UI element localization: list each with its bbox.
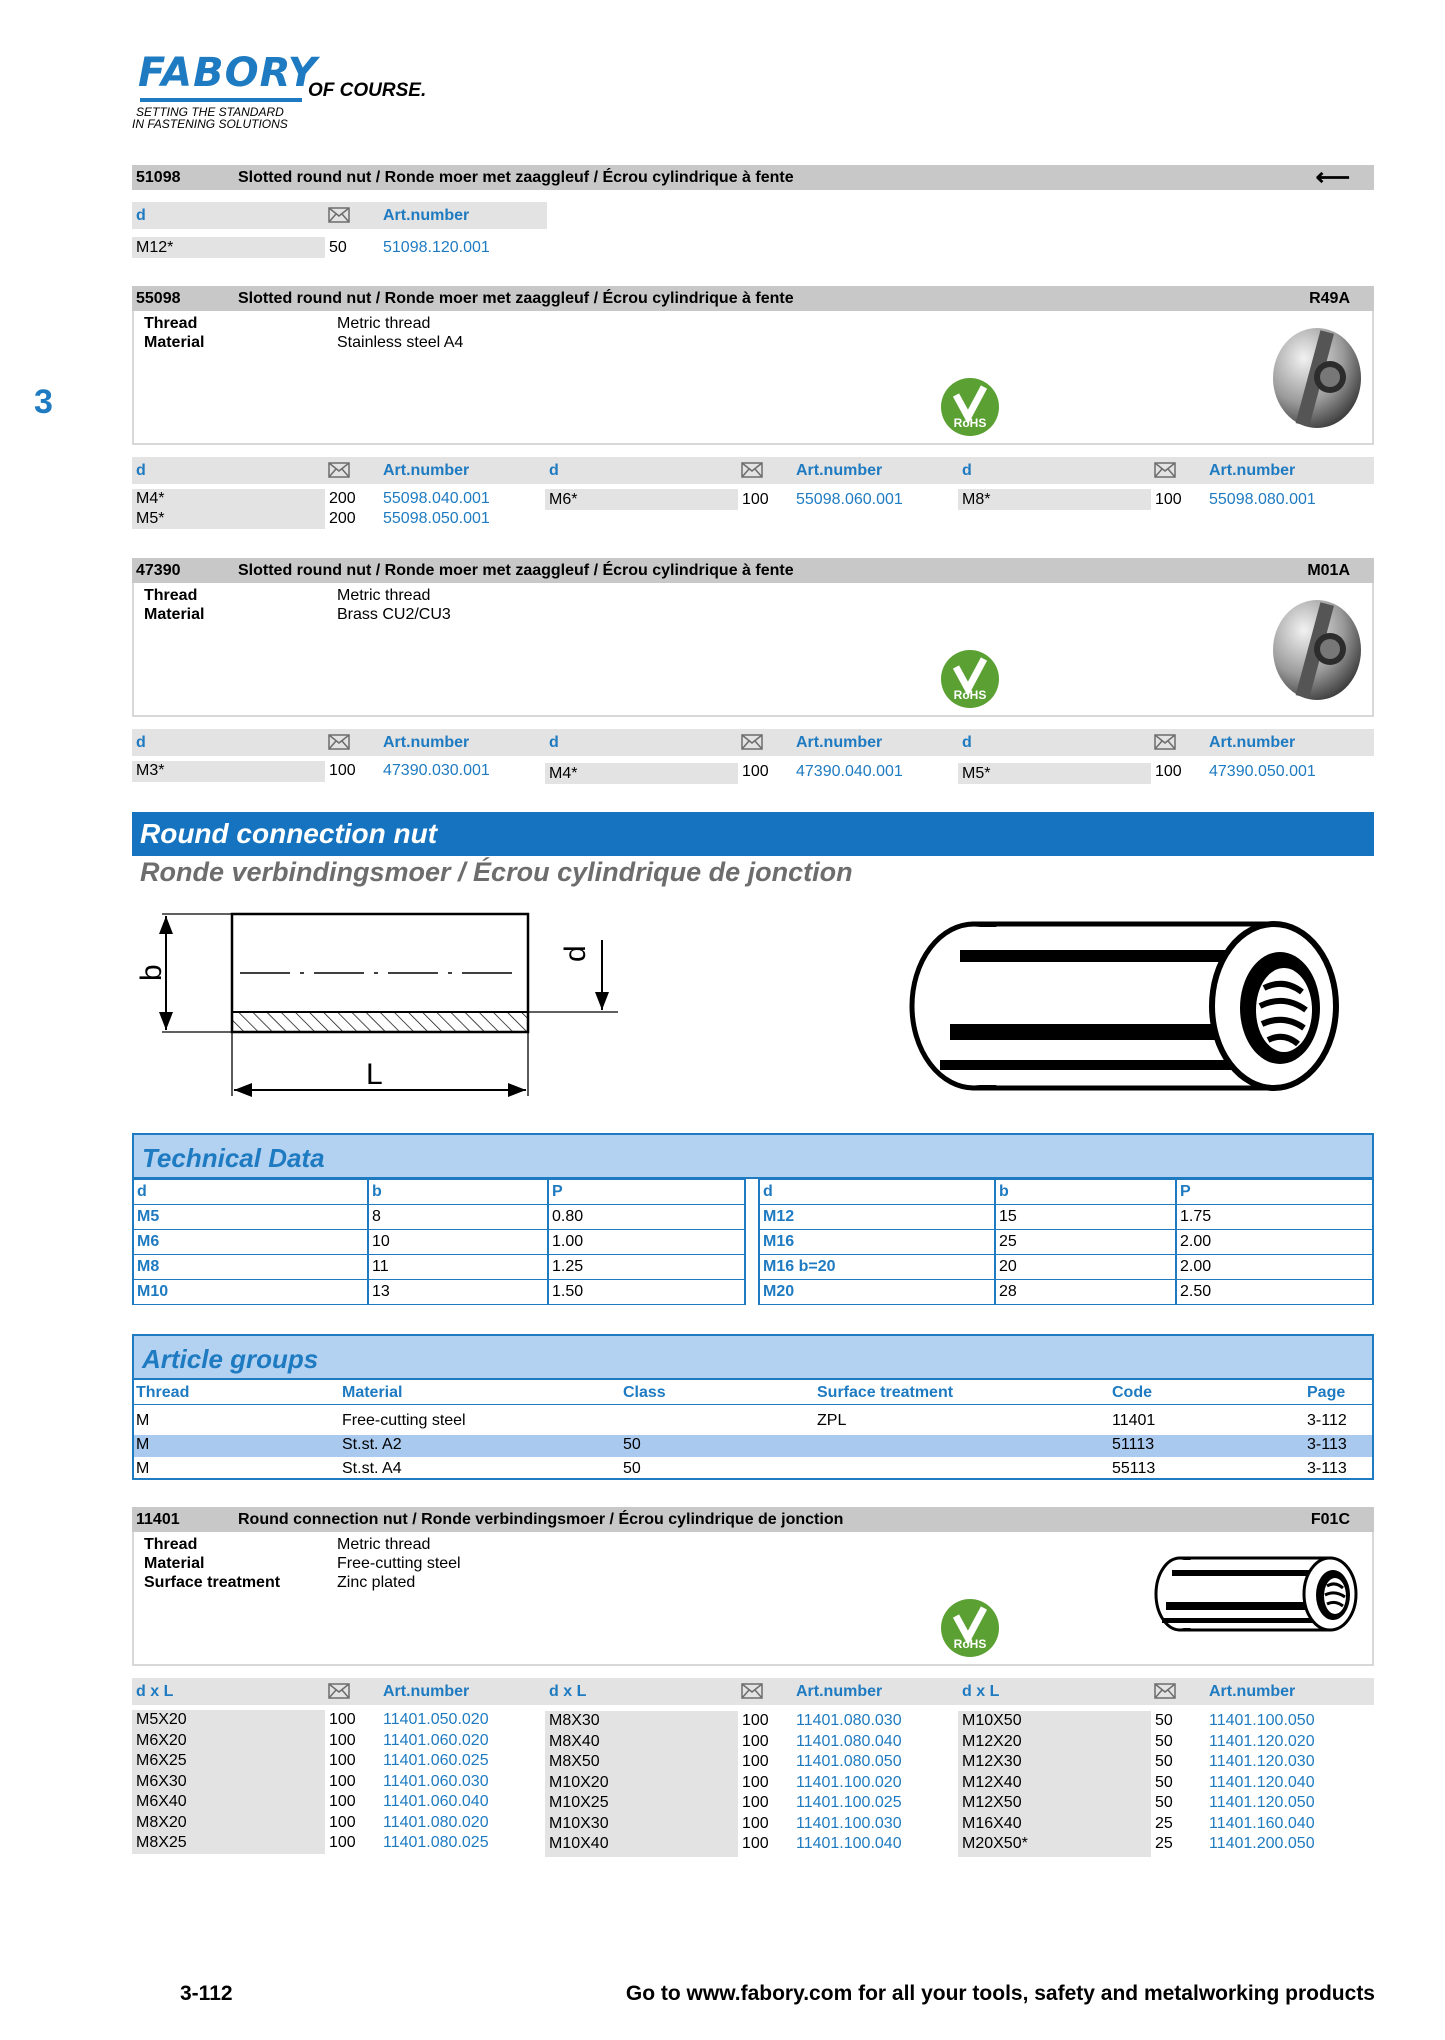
quantity-value: 100 — [742, 1753, 769, 1770]
prop-label-surface-treatment: Surface treatment — [144, 1574, 281, 1591]
mail-icon — [741, 1683, 763, 1699]
row-class: 50 — [623, 1460, 641, 1477]
quantity-value: 200 — [329, 490, 356, 507]
table-cell: 28 — [995, 1280, 1176, 1305]
column-header-art: Art.number — [796, 462, 883, 479]
column-header-b: b — [368, 1180, 548, 1205]
table-cell: 11 — [368, 1255, 548, 1280]
table-cell: M20 — [759, 1280, 995, 1305]
row-page: 3-113 — [1307, 1436, 1347, 1453]
mail-icon — [741, 734, 763, 750]
round-nut-image-icon — [1270, 325, 1364, 431]
column-header-surface-treatment: Surface treatment — [817, 1384, 954, 1401]
dimension-label-L: L — [366, 1058, 383, 1091]
table-cell: 2.00 — [1176, 1230, 1373, 1255]
column-header-d: d — [759, 1180, 995, 1205]
prop-value-thread: Metric thread — [337, 587, 431, 604]
prop-value-material: Brass CU2/CU3 — [337, 606, 451, 623]
table-header — [132, 729, 1374, 756]
article-number-link[interactable]: 11401.200.050 — [1209, 1835, 1315, 1852]
article-groups-header-line — [134, 1404, 1372, 1405]
article-group-row-highlight — [134, 1435, 1372, 1457]
size-value: M6X40 — [136, 1793, 187, 1810]
column-header-d: d — [133, 1180, 368, 1205]
table-cell: 10 — [368, 1230, 548, 1255]
rohs-badge-icon — [940, 1598, 1000, 1658]
prop-label-material: Material — [144, 606, 205, 623]
prop-value-surface-treatment: Zinc plated — [337, 1574, 416, 1591]
table-cell: 15 — [995, 1205, 1176, 1230]
article-number-link[interactable]: 47390.050.001 — [1209, 763, 1316, 780]
row-material: St.st. A2 — [342, 1436, 402, 1453]
column-header-art: Art.number — [383, 207, 470, 224]
connection-nut-image-icon — [900, 918, 1360, 1094]
column-header-thread: Thread — [136, 1384, 190, 1401]
quantity-value: 100 — [742, 1733, 769, 1750]
article-number-link[interactable]: 11401.080.040 — [796, 1733, 902, 1750]
table-cell: 2.50 — [1176, 1280, 1373, 1305]
article-number-link[interactable]: 11401.120.040 — [1209, 1774, 1315, 1791]
size-value: M10X50 — [962, 1712, 1022, 1729]
size-value: M10X30 — [549, 1815, 609, 1832]
article-number-link[interactable]: 11401.060.025 — [383, 1752, 489, 1769]
quantity-value: 50 — [1155, 1774, 1173, 1791]
section-ref: F01C — [1310, 1511, 1350, 1528]
size-value: M20X50* — [962, 1835, 1028, 1852]
column-header-dxl: d x L — [549, 1683, 587, 1700]
footer-text: Go to www.fabory.com for all your tools, safety and metalworking products — [625, 1982, 1375, 2005]
column-header-d: d — [136, 207, 146, 224]
table-cell: M10 — [133, 1280, 368, 1305]
table-row — [133, 1230, 745, 1255]
article-number-link[interactable]: 11401.100.025 — [796, 1794, 902, 1811]
quantity-value: 100 — [742, 1794, 769, 1811]
section-title: Slotted round nut / Ronde moer met zaaggleuf / Écrou cylindrique à fente — [238, 290, 794, 307]
article-number-link[interactable]: 55098.040.001 — [383, 490, 490, 507]
section-ref: R49A — [1309, 290, 1350, 307]
section-code: 51098 — [136, 169, 181, 186]
article-number-link[interactable]: 11401.160.040 — [1209, 1815, 1315, 1832]
table-cell: 1.50 — [548, 1280, 745, 1305]
table-row — [133, 1255, 745, 1280]
table-cell: 25 — [995, 1230, 1176, 1255]
row-page: 3-112 — [1307, 1412, 1347, 1429]
article-groups-title: Article groups — [142, 1344, 319, 1374]
chapter-marker: 3 — [34, 383, 53, 421]
column-header-d: d — [962, 734, 972, 751]
section-title: Slotted round nut / Ronde moer met zaaggleuf / Écrou cylindrique à fente — [238, 169, 794, 186]
product-title: Round connection nut — [140, 818, 438, 849]
table-row — [759, 1230, 1373, 1255]
size-value: M5* — [136, 510, 165, 527]
quantity-value: 100 — [329, 762, 356, 779]
article-number-link[interactable]: 55098.060.001 — [796, 491, 903, 508]
quantity-value: 50 — [1155, 1794, 1173, 1811]
row-thread: M — [136, 1460, 150, 1477]
table-cell: 20 — [995, 1255, 1176, 1280]
table-cell: M12 — [759, 1205, 995, 1230]
column-header-material: Material — [342, 1384, 403, 1401]
column-header-d: d — [549, 462, 559, 479]
table-cell: M16 b=20 — [759, 1255, 995, 1280]
article-number-link[interactable]: 51098.120.001 — [383, 239, 490, 256]
column-header-d: d — [136, 734, 146, 751]
technical-data-title: Technical Data — [142, 1143, 325, 1173]
article-number-link[interactable]: 55098.080.001 — [1209, 491, 1316, 508]
mail-icon — [1154, 1683, 1176, 1699]
size-value: M6X30 — [136, 1773, 187, 1790]
row-surface-treatment: ZPL — [817, 1412, 847, 1429]
technical-data-header — [132, 1133, 1374, 1179]
table-cell: M16 — [759, 1230, 995, 1255]
prop-value-thread: Metric thread — [337, 1536, 431, 1553]
size-value: M12X30 — [962, 1753, 1022, 1770]
section-header-51098 — [132, 165, 1374, 190]
mail-icon — [328, 1683, 350, 1699]
row-code: 51113 — [1112, 1436, 1155, 1453]
table-cell: 1.00 — [548, 1230, 745, 1255]
row-material: St.st. A4 — [342, 1460, 402, 1477]
article-number-link[interactable]: 11401.120.030 — [1209, 1753, 1315, 1770]
column-header-dxl: d x L — [962, 1683, 1000, 1700]
row-material: Free-cutting steel — [342, 1412, 466, 1429]
prop-label-material: Material — [144, 334, 205, 351]
quantity-value: 100 — [742, 1815, 769, 1832]
column-header-page: Page — [1307, 1384, 1346, 1401]
quantity-value: 25 — [1155, 1815, 1173, 1832]
table-cell: 1.25 — [548, 1255, 745, 1280]
column-header-art: Art.number — [383, 1683, 470, 1700]
article-number-link[interactable]: 47390.030.001 — [383, 762, 490, 779]
quantity-value: 100 — [329, 1711, 356, 1728]
article-number-link[interactable]: 11401.080.025 — [383, 1834, 489, 1851]
article-groups-header — [132, 1334, 1374, 1380]
size-value: M12X20 — [962, 1733, 1022, 1750]
article-number-link[interactable]: 11401.100.020 — [796, 1774, 902, 1791]
quantity-value: 100 — [1155, 763, 1182, 780]
prop-label-thread: Thread — [144, 587, 198, 604]
table-row — [759, 1280, 1373, 1305]
column-header-code: Code — [1112, 1384, 1152, 1401]
quantity-value: 200 — [329, 510, 356, 527]
section-header-47390 — [132, 558, 1374, 583]
quantity-value: 100 — [329, 1752, 356, 1769]
column-header-art: Art.number — [1209, 734, 1296, 751]
table-header-row — [133, 1180, 745, 1205]
table-row — [133, 1280, 745, 1305]
size-value: M3* — [136, 762, 165, 779]
technical-data-table-left — [132, 1179, 746, 1305]
size-value: M8X30 — [549, 1712, 600, 1729]
article-groups-frame — [132, 1380, 1374, 1480]
quantity-value: 100 — [742, 1835, 769, 1852]
fabory-logo: FABORY — [138, 50, 318, 96]
quantity-value: 100 — [742, 763, 769, 780]
quantity-value: 25 — [1155, 1835, 1173, 1852]
column-header-art: Art.number — [1209, 1683, 1296, 1700]
quantity-value: 100 — [329, 1773, 356, 1790]
product-subtitle: Ronde verbindingsmoer / Écrou cylindrique de jonction — [140, 857, 853, 887]
table-header — [132, 202, 547, 229]
column-header-art: Art.number — [1209, 462, 1296, 479]
prop-value-material: Stainless steel A4 — [337, 334, 464, 351]
section-code: 11401 — [136, 1511, 180, 1528]
table-cell: M8 — [133, 1255, 368, 1280]
column-header-b: b — [995, 1180, 1176, 1205]
quantity-value: 100 — [329, 1814, 356, 1831]
quantity-value: 100 — [742, 1712, 769, 1729]
dimension-label-b: b — [135, 964, 168, 981]
column-header-art: Art.number — [796, 1683, 883, 1700]
article-number-link[interactable]: 11401.050.020 — [383, 1711, 489, 1728]
table-cell: 13 — [368, 1280, 548, 1305]
size-value: M10X20 — [549, 1774, 609, 1791]
column-header-d: d — [549, 734, 559, 751]
quantity-value: 50 — [1155, 1733, 1173, 1750]
size-value: M4* — [549, 765, 578, 782]
row-thread: M — [136, 1436, 150, 1453]
properties-box — [132, 583, 1374, 717]
quantity-value: 100 — [742, 491, 769, 508]
article-number-link[interactable]: 11401.120.020 — [1209, 1733, 1315, 1750]
table-cell: 1.75 — [1176, 1205, 1373, 1230]
size-value: M8X25 — [136, 1834, 187, 1851]
table-row — [759, 1205, 1373, 1230]
technical-data-table-right — [758, 1179, 1374, 1305]
quantity-value: 100 — [329, 1834, 356, 1851]
table-header — [132, 457, 1374, 484]
table-cell: 0.80 — [548, 1205, 745, 1230]
size-value: M5X20 — [136, 1711, 187, 1728]
quantity-value: 50 — [329, 239, 347, 256]
section-title: Round connection nut / Ronde verbindingsmoer / Écrou cylindrique de jonction — [238, 1511, 844, 1528]
column-header-d: d — [136, 462, 146, 479]
properties-box — [132, 1532, 1374, 1666]
quantity-value: 100 — [329, 1732, 356, 1749]
size-value: M10X25 — [549, 1794, 609, 1811]
row-code: 55113 — [1112, 1460, 1156, 1477]
size-value: M12* — [136, 239, 174, 256]
table-row — [759, 1255, 1373, 1280]
article-number-link[interactable]: 55098.050.001 — [383, 510, 490, 527]
rohs-label: RoHS — [953, 416, 987, 430]
prop-label-material: Material — [144, 1555, 205, 1572]
connection-nut-small-image-icon — [1152, 1554, 1362, 1634]
prop-value-thread: Metric thread — [337, 315, 431, 332]
table-cell: M6 — [133, 1230, 368, 1255]
section-title: Slotted round nut / Ronde moer met zaaggleuf / Écrou cylindrique à fente — [238, 562, 794, 579]
section-ref: M01A — [1307, 562, 1350, 579]
article-number-link[interactable]: 11401.060.040 — [383, 1793, 489, 1810]
mail-icon — [741, 462, 763, 478]
quantity-value: 100 — [1155, 491, 1182, 508]
mail-icon — [1154, 734, 1176, 750]
mail-icon — [1154, 462, 1176, 478]
rohs-badge-icon — [940, 377, 1000, 437]
quantity-value: 100 — [742, 1774, 769, 1791]
article-number-link[interactable]: 11401.100.040 — [796, 1835, 902, 1852]
column-header-p: P — [548, 1180, 745, 1205]
size-value: M8* — [962, 491, 991, 508]
product-title-band — [132, 812, 1374, 856]
section-header-11401 — [132, 1507, 1374, 1532]
row-code: 11401 — [1112, 1412, 1156, 1429]
column-header-dxl: d x L — [136, 1683, 174, 1700]
article-number-link[interactable]: 11401.080.050 — [796, 1753, 902, 1770]
row-thread: M — [136, 1412, 150, 1429]
table-header — [132, 1678, 1374, 1705]
column-header-art: Art.number — [383, 462, 470, 479]
round-nut-image-icon — [1270, 597, 1364, 703]
column-header-d: d — [962, 462, 972, 479]
table-cell: M5 — [133, 1205, 368, 1230]
article-number-link[interactable]: 11401.080.020 — [383, 1814, 489, 1831]
column-header-class: Class — [623, 1384, 666, 1401]
dimension-label-d: d — [559, 945, 592, 962]
article-number-link[interactable]: 11401.060.020 — [383, 1732, 489, 1749]
quantity-value: 50 — [1155, 1753, 1173, 1770]
logo-sub-line2: IN FASTENING SOLUTIONS — [132, 117, 288, 131]
article-number-link[interactable]: 11401.120.050 — [1209, 1794, 1315, 1811]
quantity-value: 100 — [329, 1793, 356, 1810]
left-arrow-icon[interactable]: ⟵ — [1315, 164, 1350, 191]
prop-label-thread: Thread — [144, 1536, 198, 1553]
table-cell: 8 — [368, 1205, 548, 1230]
size-value: M6X25 — [136, 1752, 187, 1769]
article-number-link[interactable]: 11401.060.030 — [383, 1773, 489, 1790]
size-value: M12X50 — [962, 1794, 1022, 1811]
size-value: M8X20 — [136, 1814, 187, 1831]
article-number-link[interactable]: 11401.100.050 — [1209, 1712, 1315, 1729]
row-class: 50 — [623, 1436, 641, 1453]
article-number-link[interactable]: 11401.080.030 — [796, 1712, 902, 1729]
section-code: 55098 — [136, 290, 181, 307]
article-number-link[interactable]: 47390.040.001 — [796, 763, 903, 780]
section-code: 47390 — [136, 562, 181, 579]
mail-icon — [328, 462, 350, 478]
page-number: 3-112 — [180, 1982, 233, 2005]
mail-icon — [328, 207, 350, 223]
size-value: M10X40 — [549, 1835, 609, 1852]
article-number-link[interactable]: 11401.100.030 — [796, 1815, 902, 1832]
section-header-55098 — [132, 286, 1374, 311]
column-header-art: Art.number — [383, 734, 470, 751]
size-value: M8X40 — [549, 1733, 600, 1750]
rohs-label: RoHS — [953, 688, 987, 702]
logo-tagline: OF COURSE. — [308, 80, 427, 101]
technical-drawing — [135, 900, 640, 1110]
size-value: M4* — [136, 490, 165, 507]
column-header-p: P — [1176, 1180, 1373, 1205]
prop-label-thread: Thread — [144, 315, 198, 332]
properties-box — [132, 311, 1374, 445]
rohs-badge-icon — [940, 649, 1000, 709]
column-header-art: Art.number — [796, 734, 883, 751]
prop-value-material: Free-cutting steel — [337, 1555, 461, 1572]
size-value: M5* — [962, 765, 991, 782]
logo-underline — [140, 98, 302, 102]
size-value: M16X40 — [962, 1815, 1022, 1832]
quantity-value: 50 — [1155, 1712, 1173, 1729]
mail-icon — [328, 734, 350, 750]
table-row — [133, 1205, 745, 1230]
logo-sub-line1: SETTING THE STANDARD — [136, 105, 284, 119]
table-header-row — [759, 1180, 1373, 1205]
rohs-label: RoHS — [953, 1637, 987, 1651]
size-value: M6* — [549, 491, 578, 508]
table-cell: 2.00 — [1176, 1255, 1373, 1280]
row-page: 3-113 — [1307, 1460, 1347, 1477]
size-value: M12X40 — [962, 1774, 1022, 1791]
size-value: M8X50 — [549, 1753, 600, 1770]
size-value: M6X20 — [136, 1732, 187, 1749]
